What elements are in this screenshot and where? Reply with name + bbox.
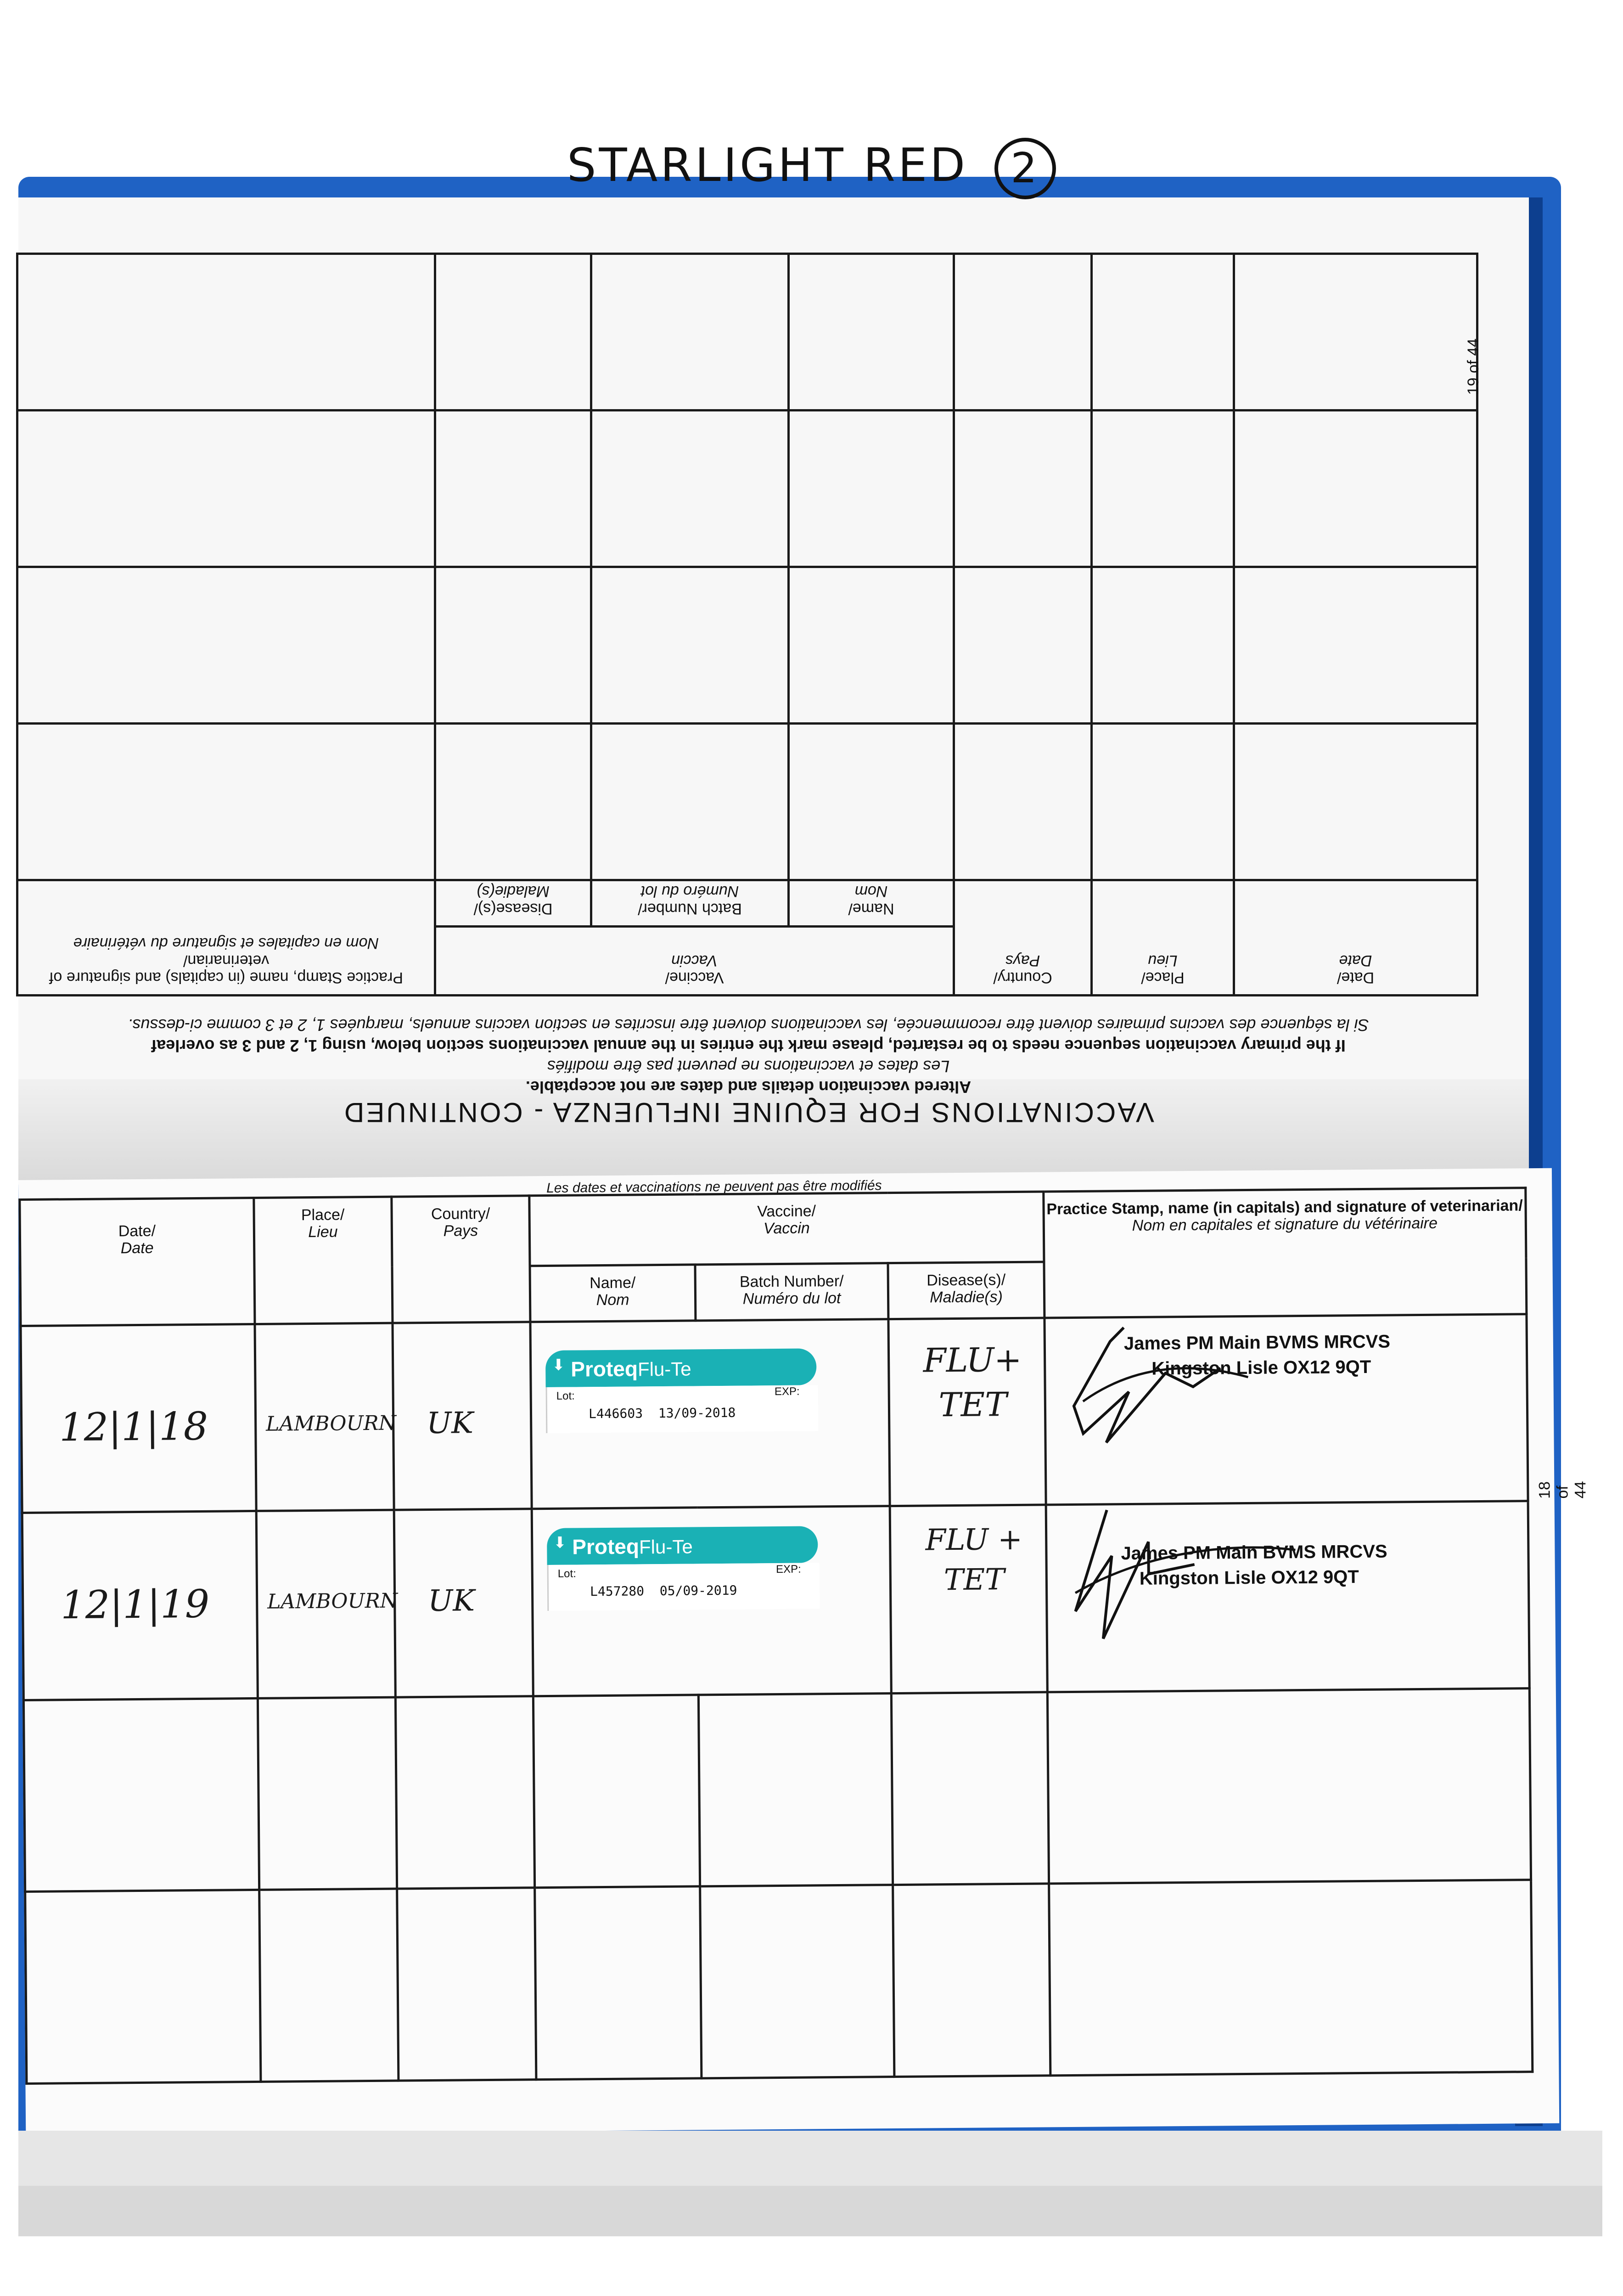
- row1-country: UK: [393, 1322, 532, 1510]
- row2-stamp: [1046, 1501, 1529, 1692]
- table-row: [25, 1880, 1533, 2083]
- stamp-address: Kingston Lisle OX12 9QT: [1139, 1567, 1359, 1589]
- header-name: Name/ Nom: [530, 1265, 696, 1322]
- proteq-label: ⬇ ProteqFlu-Te Lot: EXP: L457280 05/09-2019: [547, 1526, 818, 1611]
- row2-place: LAMBOURN: [256, 1510, 395, 1698]
- table-row: [21, 1314, 1528, 1513]
- row1-place: LAMBOURN: [255, 1323, 394, 1511]
- note-altered-fr: Les dates et vaccinations ne peuvent pas être modifiés: [547, 1057, 950, 1076]
- header-vaccine: Vaccine/ Vaccin: [529, 1192, 1044, 1266]
- circled-number: 2: [994, 138, 1056, 199]
- header-practice-stamp: Practice Stamp, name (in capitals) and signature of veterinarian/ Nom en capitales et signature du vétérinaire: [1044, 1188, 1527, 1318]
- row1-vaccine-label: [530, 1319, 890, 1509]
- upper-page-content: [18, 230, 1482, 1130]
- handwritten-title: [0, 138, 1623, 199]
- row1-disease: FLU+ TET: [888, 1318, 1046, 1506]
- table-row: [22, 1501, 1529, 1700]
- table-row: [17, 254, 1477, 411]
- row1-stamp: [1045, 1314, 1528, 1505]
- table-row: [17, 411, 1477, 567]
- row2-disease: FLU + TET: [890, 1505, 1047, 1693]
- header-vaccine: Vaccine/ Vaccin: [435, 926, 954, 995]
- note-altered: Altered vaccination details and dates are not acceptable.: [525, 1078, 972, 1097]
- lower-page-content: [18, 1168, 1589, 2099]
- row2-date: 12|1|19: [22, 1511, 258, 1700]
- lower-top-note: Les dates et vaccinations ne peuvent pas être modifiés: [546, 1178, 882, 1196]
- stamp-name: James PM Main BVMS MRCVS: [1121, 1541, 1387, 1564]
- header-place: Place/ Lieu: [254, 1197, 393, 1324]
- header-country: Country/ Pays: [392, 1196, 530, 1323]
- horse-name: STARLIGHT RED: [567, 138, 968, 192]
- down-arrow-icon: ⬇: [553, 1534, 567, 1552]
- section-heading: [18, 1095, 1478, 1130]
- row1-date: 12|1|18: [21, 1324, 256, 1513]
- page-number: 19 of 44: [1465, 338, 1482, 395]
- header-practice-stamp: Practice Stamp, name (in capitals) and signature of veterinarian/ Nom en capitales et signature du vétérinaire: [17, 880, 435, 996]
- stamp-name: James PM Main BVMS MRCVS: [1123, 1331, 1391, 1354]
- header-disease: Disease(s)/ Maladie(s): [888, 1262, 1045, 1319]
- page-number: 18 of 44: [1536, 1481, 1589, 1499]
- row2-country: UK: [394, 1509, 533, 1697]
- header-disease: Disease(s)/ Maladie(s): [435, 880, 591, 926]
- stamp-address: Kingston Lisle OX12 9QT: [1151, 1356, 1371, 1379]
- note-restart-fr: Si la séquence des vaccins primaires doivent être recommencée, les vaccinations doivent être inscrites en section vaccins annuels, marquées 1, 2 et 3 comme ci-dessus.: [128, 1016, 1369, 1035]
- down-arrow-icon: ⬇: [552, 1356, 565, 1374]
- table-row: [17, 567, 1477, 724]
- header-name: Name/ Nom: [789, 880, 954, 926]
- scanner-edge: [18, 2186, 1602, 2236]
- lower-vaccination-table: [18, 1187, 1533, 2085]
- header-date: Date/ Date: [20, 1198, 255, 1326]
- upper-notes: [110, 1015, 1387, 1097]
- header-place: Place/ Lieu: [1092, 880, 1234, 996]
- header-country: Country/ Pays: [954, 880, 1092, 996]
- upper-vaccination-table: [16, 253, 1478, 996]
- header-date: Date/ Date: [1234, 880, 1477, 996]
- proteq-label: ⬇ ProteqFlu-Te Lot: EXP: L446603 13/09-2018: [545, 1348, 817, 1433]
- table-row: [23, 1688, 1531, 1891]
- row2-vaccine-label: [532, 1506, 891, 1696]
- header-batch: Batch Number/ Numéro du lot: [695, 1263, 888, 1321]
- section-title: VACCINATIONS FOR EQUINE INFLUENZA - CONTINUED: [343, 1097, 1154, 1128]
- note-restart: If the primary vaccination sequence needs to be restarted, please mark the entries in the annual vaccinations section below, using 1, 2 and 3 as overleaf: [151, 1036, 1346, 1055]
- table-row: [17, 724, 1477, 880]
- header-batch: Batch Number/ Numéro du lot: [591, 880, 789, 926]
